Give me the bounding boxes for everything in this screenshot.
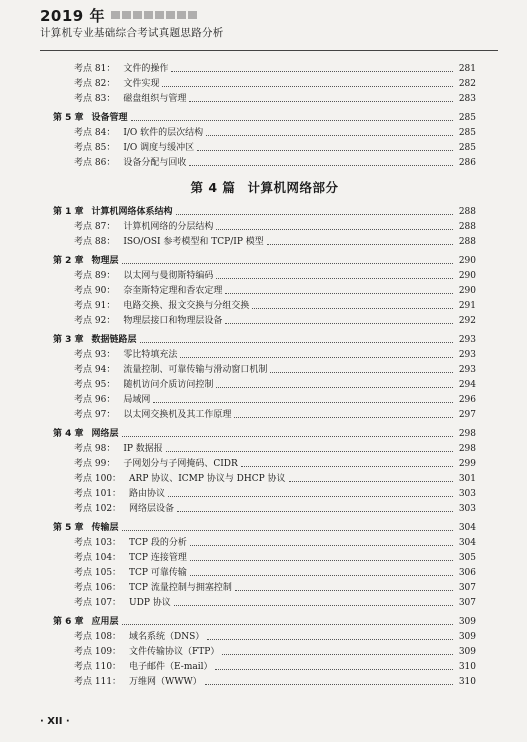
toc-entry-title: 域名系统（DNS）	[129, 632, 205, 642]
toc-leader-dots	[153, 402, 453, 403]
toc-entry-number: 考点 110：	[74, 662, 122, 672]
toc-section-row[interactable]	[53, 90, 476, 105]
toc-entry-title: TCP 段的分析	[129, 538, 187, 548]
toc-entry-page: 303	[458, 504, 476, 514]
toc-section-row[interactable]	[53, 267, 476, 282]
toc-leader-dots	[189, 165, 453, 166]
toc-entry-page: 282	[458, 79, 476, 89]
toc-leader-dots	[235, 590, 453, 591]
toc-section-row[interactable]	[53, 312, 476, 327]
toc-entry-number: 第 6 章	[53, 617, 84, 627]
toc-entry-number: 考点 99：	[74, 459, 116, 469]
toc-entry-title: 计算机网络体系结构	[91, 207, 173, 217]
toc-leader-dots	[122, 436, 453, 437]
toc-entry-page: 288	[458, 237, 476, 247]
toc-section-row[interactable]	[53, 455, 476, 470]
toc-entry-number: 考点 90：	[74, 286, 116, 296]
toc-entry-title: I/O 调度与缓冲区	[123, 143, 195, 153]
toc-leader-dots	[190, 575, 453, 576]
toc-entry-number: 考点 95：	[74, 380, 116, 390]
toc-section-row[interactable]	[53, 500, 476, 515]
toc-entry-page: 290	[458, 286, 476, 296]
toc-entry-number: 考点 106：	[74, 583, 122, 593]
toc-entry-page: 307	[458, 598, 476, 608]
toc-section-row[interactable]	[53, 60, 476, 75]
toc-entry-number: 考点 91：	[74, 301, 116, 311]
toc-section-row[interactable]	[53, 218, 476, 233]
toc-entry-page: 307	[458, 583, 476, 593]
toc-entry-title: 设备管理	[91, 113, 128, 123]
toc-entry-title: 物理层接口和物理层设备	[123, 316, 223, 326]
toc-leader-dots	[140, 342, 453, 343]
toc-section-row[interactable]	[53, 549, 476, 564]
header-year: 2019 年	[40, 6, 105, 25]
toc-leader-dots	[241, 466, 453, 467]
toc-section-row[interactable]	[53, 440, 476, 455]
toc-entry-page: 306	[458, 568, 476, 578]
toc-entry-page: 293	[458, 365, 476, 375]
toc-section-row[interactable]	[53, 361, 476, 376]
toc-entry-title: ARP 协议、ICMP 协议与 DHCP 协议	[129, 474, 286, 484]
toc-entry-number: 考点 88：	[74, 237, 116, 247]
toc-leader-dots	[252, 308, 453, 309]
toc-entry-page: 285	[458, 143, 476, 153]
toc-entry-number: 考点 83：	[74, 94, 116, 104]
toc-entry-title: I/O 软件的层次结构	[123, 128, 204, 138]
toc-entry-number: 考点 93：	[74, 350, 116, 360]
toc-entry-page: 305	[458, 553, 476, 563]
toc-entry-title: 局域网	[123, 395, 151, 405]
toc-leader-dots	[216, 278, 453, 279]
toc-leader-dots	[205, 684, 453, 685]
toc-entry-title: 传输层	[91, 523, 119, 533]
toc-section-row[interactable]	[53, 139, 476, 154]
toc-chapter-row[interactable]	[53, 109, 476, 124]
toc-entry-number: 考点 87：	[74, 222, 116, 232]
toc-section-row[interactable]	[53, 297, 476, 312]
toc-entry-page: 293	[458, 335, 476, 345]
toc-entry-title: 数据链路层	[91, 335, 137, 345]
part-title: 计算机网络部分	[247, 180, 339, 195]
toc-entry-title: 网络层	[91, 429, 119, 439]
toc-section-row[interactable]	[53, 673, 476, 688]
toc-section-row[interactable]	[53, 233, 476, 248]
toc-entry-title: UDP 协议	[129, 598, 171, 608]
toc-entry-title: 文件实现	[123, 79, 160, 89]
toc-section-row[interactable]	[53, 124, 476, 139]
toc-top-list	[53, 60, 476, 169]
toc-entry-page: 298	[458, 444, 476, 454]
toc-entry-number: 考点 102：	[74, 504, 122, 514]
toc-entry-page: 288	[458, 222, 476, 232]
header-subtitle: 计算机专业基础综合考试真题思路分析	[40, 27, 224, 39]
toc-entry-page: 309	[458, 647, 476, 657]
toc-leader-dots	[162, 86, 453, 87]
toc-leader-dots	[216, 387, 453, 388]
toc-entry-title: 磁盘组织与管理	[123, 94, 187, 104]
toc-section-row[interactable]	[53, 346, 476, 361]
toc-entry-number: 考点 85：	[74, 143, 116, 153]
toc-leader-dots	[177, 511, 453, 512]
toc-entry-page: 281	[458, 64, 476, 74]
toc-entry-page: 292	[458, 316, 476, 326]
toc-leader-dots	[225, 323, 453, 324]
toc-entry-number: 考点 108：	[74, 632, 122, 642]
toc-section-row[interactable]	[53, 534, 476, 549]
toc-section-row[interactable]	[53, 376, 476, 391]
toc-leader-dots	[190, 560, 453, 561]
toc-entry-title: 网络层设备	[129, 504, 175, 514]
toc-chapter-row[interactable]	[53, 519, 476, 534]
toc-entry-page: 297	[458, 410, 476, 420]
toc-leader-dots	[222, 654, 453, 655]
toc-entry-page: 301	[458, 474, 476, 484]
toc-entry-number: 第 2 章	[53, 256, 84, 266]
toc-leader-dots	[190, 545, 453, 546]
toc-entry-page: 285	[458, 113, 476, 123]
toc-leader-dots	[206, 135, 453, 136]
toc-entry-number: 考点 109：	[74, 647, 122, 657]
toc-section-row[interactable]	[53, 485, 476, 500]
page-header	[40, 6, 500, 40]
toc-chapter-row[interactable]	[53, 252, 476, 267]
toc-section-row[interactable]	[53, 391, 476, 406]
toc-section-row[interactable]	[53, 658, 476, 673]
toc-entry-title: 文件的操作	[123, 64, 169, 74]
toc-entry-title: 物理层	[91, 256, 119, 266]
header-decoration	[111, 11, 197, 19]
toc-entry-number: 考点 96：	[74, 395, 116, 405]
toc-entry-title: 子网划分与子网掩码、CIDR	[123, 459, 238, 469]
toc-leader-dots	[122, 624, 453, 625]
toc-entry-page: 291	[458, 301, 476, 311]
toc-entry-number: 考点 89：	[74, 271, 116, 281]
toc-entry-number: 第 1 章	[53, 207, 84, 217]
toc-entry-title: 随机访问介质访问控制	[123, 380, 214, 390]
toc-entry-number: 考点 86：	[74, 158, 116, 168]
toc-section-row[interactable]	[53, 628, 476, 643]
toc-entry-number: 考点 107：	[74, 598, 122, 608]
toc-leader-dots	[166, 451, 453, 452]
toc-entry-page: 283	[458, 94, 476, 104]
toc-entry-number: 考点 103：	[74, 538, 122, 548]
toc-entry-title: 电路交换、报文交换与分组交换	[123, 301, 250, 311]
toc-leader-dots	[122, 530, 453, 531]
toc-entry-page: 298	[458, 429, 476, 439]
toc-entry-number: 考点 100：	[74, 474, 122, 484]
toc-entry-number: 考点 104：	[74, 553, 122, 563]
toc-leader-dots	[267, 244, 453, 245]
toc-section-row[interactable]	[53, 564, 476, 579]
toc-section-row[interactable]	[53, 643, 476, 658]
toc-leader-dots	[189, 101, 453, 102]
toc-entry-title: TCP 连接管理	[129, 553, 187, 563]
toc-entry-title: 计算机网络的分层结构	[123, 222, 214, 232]
part-number: 第 4 篇	[190, 180, 236, 195]
toc-entry-page: 294	[458, 380, 476, 390]
toc-leader-dots	[176, 214, 453, 215]
page-number: · XII ·	[40, 716, 70, 727]
toc-entry-page: 286	[458, 158, 476, 168]
toc-entry-title: 万维网（WWW）	[129, 677, 202, 687]
toc-entry-page: 290	[458, 256, 476, 266]
toc-entry-page: 304	[458, 523, 476, 533]
toc-entry-title: TCP 流量控制与拥塞控制	[129, 583, 232, 593]
table-of-contents	[53, 60, 476, 688]
toc-entry-number: 考点 94：	[74, 365, 116, 375]
toc-entry-number: 考点 84：	[74, 128, 116, 138]
toc-leader-dots	[289, 481, 453, 482]
toc-leader-dots	[131, 120, 453, 121]
toc-leader-dots	[207, 639, 453, 640]
toc-entry-title: 零比特填充法	[123, 350, 178, 360]
toc-entry-title: IP 数据报	[123, 444, 163, 454]
toc-entry-title: ISO/OSI 参考模型和 TCP/IP 模型	[123, 237, 264, 247]
toc-entry-page: 310	[458, 677, 476, 687]
toc-entry-title: 流量控制、可靠传输与滑动窗口机制	[123, 365, 268, 375]
toc-entry-number: 考点 111：	[74, 677, 122, 687]
toc-section-row[interactable]	[53, 406, 476, 421]
toc-entry-page: 290	[458, 271, 476, 281]
toc-leader-dots	[174, 605, 453, 606]
toc-bottom-list	[53, 203, 476, 688]
toc-leader-dots	[215, 669, 453, 670]
toc-entry-page: 304	[458, 538, 476, 548]
toc-section-row[interactable]	[53, 154, 476, 169]
toc-entry-number: 考点 101：	[74, 489, 122, 499]
toc-entry-number: 第 3 章	[53, 335, 84, 345]
toc-leader-dots	[216, 229, 453, 230]
toc-entry-number: 考点 97：	[74, 410, 116, 420]
toc-entry-page: 310	[458, 662, 476, 672]
part-heading	[53, 177, 476, 199]
toc-entry-number: 考点 105：	[74, 568, 122, 578]
header-divider	[40, 50, 498, 51]
toc-section-row[interactable]	[53, 470, 476, 485]
toc-entry-title: 奈奎斯特定理和香农定理	[123, 286, 223, 296]
toc-section-row[interactable]	[53, 282, 476, 297]
toc-entry-number: 第 5 章	[53, 113, 84, 123]
toc-entry-number: 考点 81：	[74, 64, 116, 74]
toc-entry-title: 路由协议	[129, 489, 166, 499]
toc-entry-page: 293	[458, 350, 476, 360]
toc-chapter-row[interactable]	[53, 203, 476, 218]
toc-leader-dots	[234, 417, 453, 418]
toc-leader-dots	[225, 293, 453, 294]
toc-entry-page: 288	[458, 207, 476, 217]
toc-section-row[interactable]	[53, 75, 476, 90]
toc-entry-title: TCP 可靠传输	[129, 568, 187, 578]
toc-entry-title: 应用层	[91, 617, 119, 627]
toc-entry-title: 以太网交换机及其工作原理	[123, 410, 232, 420]
toc-entry-number: 第 5 章	[53, 523, 84, 533]
toc-leader-dots	[270, 372, 453, 373]
toc-entry-page: 296	[458, 395, 476, 405]
toc-chapter-row[interactable]	[53, 331, 476, 346]
toc-entry-title: 文件传输协议（FTP）	[129, 647, 220, 657]
toc-entry-title: 电子邮件（E-mail）	[129, 662, 213, 672]
toc-section-row[interactable]	[53, 579, 476, 594]
toc-leader-dots	[180, 357, 453, 358]
toc-entry-number: 第 4 章	[53, 429, 84, 439]
header-year-line	[40, 6, 500, 24]
toc-leader-dots	[168, 496, 453, 497]
toc-entry-page: 303	[458, 489, 476, 499]
toc-chapter-row[interactable]	[53, 425, 476, 440]
toc-leader-dots	[122, 263, 453, 264]
toc-section-row[interactable]	[53, 594, 476, 609]
toc-entry-title: 以太网与曼彻斯特编码	[123, 271, 214, 281]
toc-entry-page: 285	[458, 128, 476, 138]
toc-entry-number: 考点 98：	[74, 444, 116, 454]
toc-entry-number: 考点 92：	[74, 316, 116, 326]
toc-chapter-row[interactable]	[53, 613, 476, 628]
toc-entry-title: 设备分配与回收	[123, 158, 187, 168]
toc-entry-page: 299	[458, 459, 476, 469]
toc-leader-dots	[171, 71, 453, 72]
toc-entry-number: 考点 82：	[74, 79, 116, 89]
toc-entry-page: 309	[458, 617, 476, 627]
toc-entry-page: 309	[458, 632, 476, 642]
toc-leader-dots	[197, 150, 453, 151]
